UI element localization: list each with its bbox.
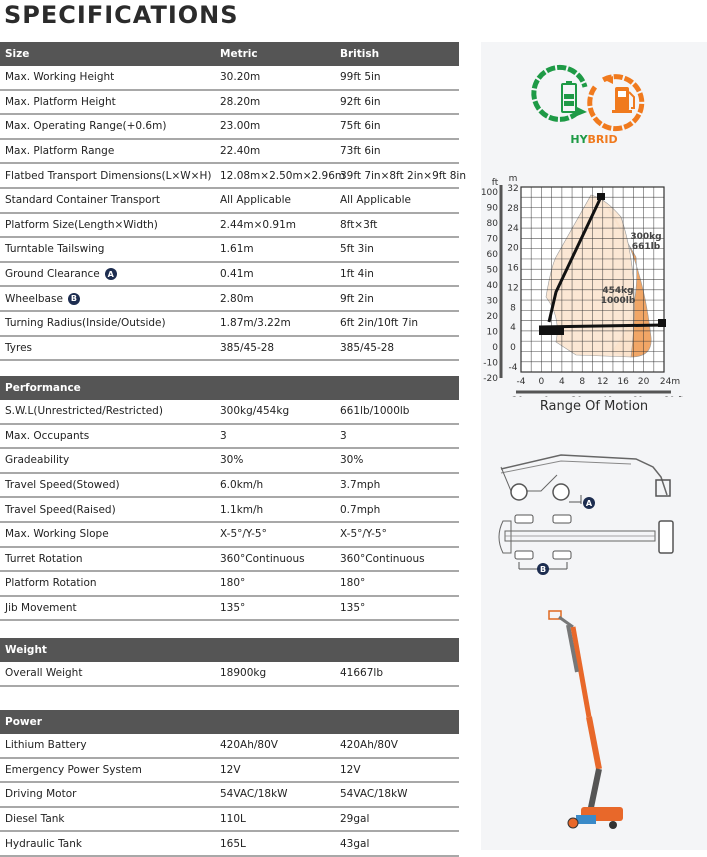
spec-label: S.W.L(Unrestricted/Restricted) xyxy=(5,405,163,418)
spec-label: Platform Rotation xyxy=(5,577,97,590)
spec-label: Turret Rotation xyxy=(5,552,83,565)
section-title: Size xyxy=(5,48,30,60)
zone-inner-label: 454kg xyxy=(602,286,634,296)
side-view-diagram xyxy=(481,437,707,517)
m-tick-label: 28 xyxy=(507,203,519,214)
x-ft-tick-label xyxy=(544,396,550,397)
metric-value: 180° xyxy=(220,577,246,590)
british-value: 29gal xyxy=(340,813,370,826)
ft-tick-label: -10 xyxy=(483,358,498,369)
metric-value: 18900kg xyxy=(220,667,267,680)
british-column-header: British xyxy=(340,48,380,60)
spec-label: Travel Speed(Raised) xyxy=(5,503,116,516)
spec-row xyxy=(0,572,459,597)
zone-inner-label: 1000lb xyxy=(600,296,636,306)
british-value: 3.7mph xyxy=(340,479,381,492)
machine-photo xyxy=(481,597,707,847)
spec-row xyxy=(0,832,459,857)
x-m-tick-label: 12 xyxy=(596,377,609,387)
x-m-tick-label: 24m xyxy=(659,377,681,387)
ft-tick-label: 30 xyxy=(486,296,498,307)
spec-row xyxy=(0,449,459,474)
spec-row xyxy=(0,91,459,116)
spec-row xyxy=(0,189,459,214)
spec-section-size xyxy=(0,42,466,361)
wheel-icon xyxy=(515,515,533,523)
ft-tick-label: 50 xyxy=(486,265,498,276)
dimension-marker-b-icon: B xyxy=(68,293,80,305)
british-value: 92ft 6in xyxy=(340,95,381,108)
ft-unit-label: ft xyxy=(491,178,499,188)
m-tick-label: 32 xyxy=(507,184,519,194)
spec-label: Platform Size(Length×Width) xyxy=(5,218,158,231)
british-value: All Applicable xyxy=(340,194,411,207)
spec-label: Turntable Tailswing xyxy=(5,243,105,256)
page-title: SPECIFICATIONS xyxy=(4,1,239,29)
metric-value: 360°Continuous xyxy=(220,552,305,565)
british-value: 54VAC/18kW xyxy=(340,788,408,801)
spec-label-cell xyxy=(0,528,220,540)
spec-label: Diesel Tank xyxy=(5,813,65,826)
spec-label-cell xyxy=(0,120,220,132)
metric-value: 6.0km/h xyxy=(220,479,264,492)
ft-tick-label: 70 xyxy=(486,234,498,245)
spec-label: Overall Weight xyxy=(5,667,83,680)
ft-tick-label: 40 xyxy=(486,281,498,291)
spec-row xyxy=(0,523,459,548)
spec-label: Lithium Battery xyxy=(5,739,87,752)
spec-section-performance xyxy=(0,376,459,621)
metric-value: All Applicable xyxy=(220,194,291,207)
marker-b-label: B xyxy=(539,565,547,574)
british-value: 1ft 4in xyxy=(340,268,374,281)
spec-label-cell xyxy=(0,71,220,83)
top-view-diagram xyxy=(481,507,707,587)
m-tick-label: 20 xyxy=(507,243,519,254)
metric-value: 1.87m/3.22m xyxy=(220,317,291,330)
metric-value: 3 xyxy=(220,429,227,442)
spec-row xyxy=(0,312,459,337)
m-tick-label: 0 xyxy=(510,343,516,354)
spec-label-cell xyxy=(0,430,220,442)
x-ft-tick-label xyxy=(632,396,644,397)
spec-section-weight xyxy=(0,638,459,687)
x-m-tick-label: 20 xyxy=(637,377,650,387)
spec-row xyxy=(0,783,459,808)
ft-tick-label: 100 xyxy=(481,188,498,198)
x-ft-tick-label xyxy=(571,396,583,397)
spec-row xyxy=(0,337,459,362)
spec-label-cell xyxy=(0,454,220,466)
x-ft-tick-label xyxy=(664,396,685,397)
spec-row xyxy=(0,808,459,833)
spec-label-cell xyxy=(0,788,220,800)
spec-row xyxy=(0,474,459,499)
spec-label: Jib Movement xyxy=(5,602,77,615)
x-m-tick-label: 16 xyxy=(617,377,629,387)
metric-value: 420Ah/80V xyxy=(220,739,278,752)
british-value: 661lb/1000lb xyxy=(340,405,410,418)
spec-label: Max. Working Slope xyxy=(5,528,109,541)
spec-label-cell xyxy=(0,145,220,157)
british-value: 73ft 6in xyxy=(340,145,381,158)
spec-label: Wheelbase xyxy=(5,292,63,305)
spec-label: Gradeability xyxy=(5,454,70,467)
battery-cycle-icon xyxy=(534,67,587,119)
side-panel xyxy=(481,42,707,850)
spec-label: Driving Motor xyxy=(5,788,77,801)
british-value: 5ft 3in xyxy=(340,243,374,256)
metric-value: 1.61m xyxy=(220,243,254,256)
spec-label: Hydraulic Tank xyxy=(5,837,82,850)
british-value: 41667lb xyxy=(340,667,383,680)
spec-label: Tyres xyxy=(5,341,33,354)
ft-tick-label: -20 xyxy=(483,374,498,384)
wheel-icon xyxy=(553,551,571,559)
section-header xyxy=(0,710,459,734)
marker-a-label: A xyxy=(585,499,593,508)
spec-row xyxy=(0,425,459,450)
platform-extended xyxy=(658,319,666,327)
wheel-icon xyxy=(515,551,533,559)
british-value: 3 xyxy=(340,429,347,442)
metric-value: 12V xyxy=(220,763,241,776)
british-value: 385/45-28 xyxy=(340,341,395,354)
m-tick-label: 8 xyxy=(510,303,516,314)
x-m-tick-label: 4 xyxy=(558,377,565,387)
platform-basket xyxy=(659,521,673,553)
metric-value: 385/45-28 xyxy=(220,341,275,354)
m-tick-label: -4 xyxy=(508,363,518,373)
metric-value: X-5°/Y-5° xyxy=(220,528,267,541)
section-title: Weight xyxy=(5,644,47,656)
metric-value: 30% xyxy=(220,454,244,467)
metric-value: 0.41m xyxy=(220,268,254,281)
metric-value: 165L xyxy=(220,837,246,850)
section-title: Performance xyxy=(5,382,81,394)
spec-row xyxy=(0,597,459,622)
spec-label-cell xyxy=(0,405,220,417)
spec-label: Standard Container Transport xyxy=(5,194,161,207)
spec-label: Max. Operating Range(+0.6m) xyxy=(5,120,167,133)
spec-label-cell xyxy=(0,219,220,231)
british-value: 6ft 2in/10ft 7in xyxy=(340,317,419,330)
british-value: 135° xyxy=(340,602,366,615)
spec-label-cell xyxy=(0,838,220,850)
metric-value: 2.80m xyxy=(220,292,254,305)
dimension-marker-a-icon: A xyxy=(105,268,117,280)
hybrid-label: HYBRID xyxy=(570,133,618,146)
ft-tick-label: 20 xyxy=(486,312,498,322)
spec-row xyxy=(0,287,459,312)
spec-row xyxy=(0,759,459,784)
platform-raised xyxy=(597,193,605,200)
range-of-motion-caption: Range Of Motion xyxy=(539,399,649,414)
spec-label-cell xyxy=(0,602,220,614)
british-value: 75ft 6in xyxy=(340,120,381,133)
zone-outer-label: 661lb xyxy=(631,242,661,252)
section-header xyxy=(0,638,459,662)
spec-label-cell xyxy=(0,243,220,255)
spec-row xyxy=(0,400,459,425)
metric-value: 30.20m xyxy=(220,71,261,84)
metric-value: 2.44m×0.91m xyxy=(220,218,297,231)
british-value: 180° xyxy=(340,577,366,590)
spec-label-cell xyxy=(0,577,220,589)
fuel-pump-icon xyxy=(615,87,629,111)
spec-label-cell xyxy=(0,739,220,751)
x-m-tick-label: -4 xyxy=(516,377,526,387)
spec-label-cell xyxy=(0,317,220,329)
spec-row xyxy=(0,263,459,288)
spec-label: Turning Radius(Inside/Outside) xyxy=(5,317,166,330)
metric-value: 110L xyxy=(220,813,246,826)
spec-row xyxy=(0,164,466,189)
spec-label-cell xyxy=(0,293,220,305)
range-of-motion-chart xyxy=(481,167,707,397)
spec-label: Max. Occupants xyxy=(5,429,90,442)
spec-row xyxy=(0,662,459,687)
spec-label: Emergency Power System xyxy=(5,763,142,776)
section-header xyxy=(0,376,459,400)
spec-row xyxy=(0,734,459,759)
british-value: 8ft×3ft xyxy=(340,218,378,231)
metric-value: 135° xyxy=(220,602,246,615)
metric-value: 28.20m xyxy=(220,95,261,108)
spec-label-cell xyxy=(0,170,220,182)
section-title: Power xyxy=(5,716,42,728)
m-tick-label: 4 xyxy=(510,323,516,334)
spec-row xyxy=(0,66,459,91)
boom-extended xyxy=(539,325,663,327)
british-value: 420Ah/80V xyxy=(340,739,398,752)
british-value: 30% xyxy=(340,454,364,467)
ft-tick-label: 0 xyxy=(492,343,498,353)
x-ft-tick-label xyxy=(509,396,524,397)
ft-tick-label: 60 xyxy=(486,250,498,260)
ft-tick-label: 10 xyxy=(486,327,498,338)
spec-row xyxy=(0,140,459,165)
spec-label: Max. Working Height xyxy=(5,71,115,84)
british-value: 360°Continuous xyxy=(340,552,425,565)
spec-label-cell xyxy=(0,667,220,679)
ft-tick-label: 90 xyxy=(486,203,498,214)
zone-outer-label: 300kg xyxy=(630,232,662,242)
x-m-tick-label: 8 xyxy=(579,377,586,387)
spec-label-cell xyxy=(0,553,220,565)
british-value: 39ft 7in×8ft 2in×9ft 8in xyxy=(340,169,466,182)
x-m-tick-label: 0 xyxy=(538,377,545,387)
spec-section-power xyxy=(0,710,459,857)
wheel-icon xyxy=(511,484,527,500)
spec-label: Travel Speed(Stowed) xyxy=(5,479,120,492)
m-tick-label: 24 xyxy=(507,223,519,234)
spec-row xyxy=(0,498,459,523)
spec-row xyxy=(0,548,459,573)
m-unit-label: m xyxy=(508,174,518,184)
metric-value: 300kg/454kg xyxy=(220,405,290,418)
wheel-icon xyxy=(553,484,569,500)
spec-label-cell xyxy=(0,479,220,491)
british-value: X-5°/Y-5° xyxy=(340,528,387,541)
metric-value: 1.1km/h xyxy=(220,503,264,516)
spec-label: Max. Platform Height xyxy=(5,95,116,108)
machine-base xyxy=(539,327,564,335)
spec-row xyxy=(0,214,459,239)
ft-tick-label: 80 xyxy=(486,219,498,229)
metric-value: 23.00m xyxy=(220,120,261,133)
metric-value: 22.40m xyxy=(220,145,261,158)
fuel-cycle-icon xyxy=(590,76,642,129)
spec-label: Max. Platform Range xyxy=(5,145,115,158)
m-tick-label: 12 xyxy=(507,283,519,294)
spec-label-cell xyxy=(0,504,220,516)
british-value: 0.7mph xyxy=(340,503,381,516)
spec-label: Flatbed Transport Dimensions(L×W×H) xyxy=(5,169,212,182)
british-value: 12V xyxy=(340,763,361,776)
spec-label: Ground Clearance xyxy=(5,268,100,281)
metric-value: 54VAC/18kW xyxy=(220,788,288,801)
section-header xyxy=(0,42,459,66)
spec-label-cell xyxy=(0,268,220,280)
spec-row xyxy=(0,238,459,263)
wheel-icon xyxy=(553,515,571,523)
british-value: 9ft 2in xyxy=(340,292,374,305)
british-value: 43gal xyxy=(340,837,370,850)
spec-label-cell xyxy=(0,96,220,108)
spec-row xyxy=(0,115,459,140)
metric-value: 12.08m×2.50m×2.96m xyxy=(220,169,346,182)
metric-column-header: Metric xyxy=(220,48,258,60)
spec-label-cell xyxy=(0,342,220,354)
spec-label-cell xyxy=(0,813,220,825)
british-value: 99ft 5in xyxy=(340,71,381,84)
x-ft-tick-label xyxy=(601,396,613,397)
spec-label-cell xyxy=(0,194,220,206)
m-tick-label: 16 xyxy=(507,263,519,274)
spec-label-cell xyxy=(0,764,220,776)
